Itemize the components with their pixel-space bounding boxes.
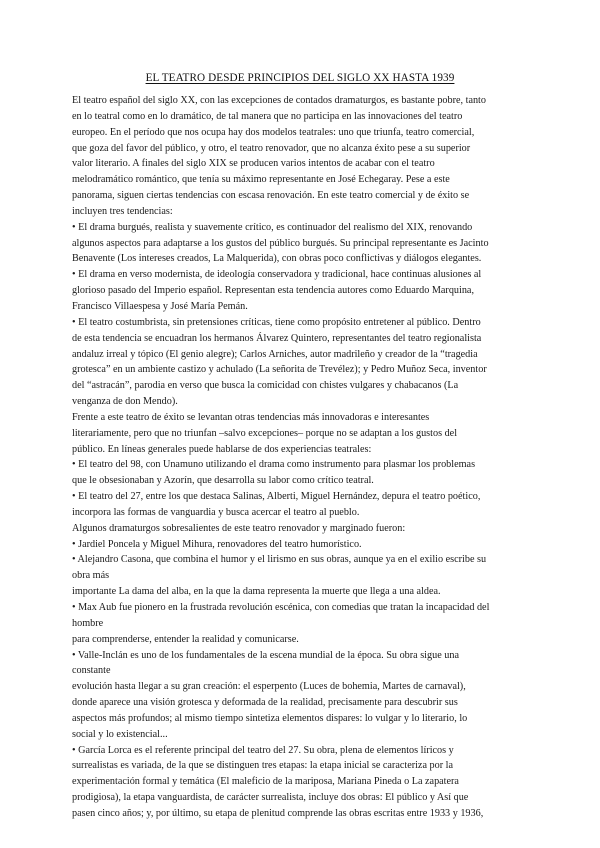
- text-line: • Valle-Inclán es uno de los fundamentales de la escena mundial de la época. Su obra sigue una: [72, 649, 459, 661]
- text-line: público. En líneas generales puede hablarse de dos experiencias teatrales:: [72, 443, 372, 455]
- text-line: que goza del favor del público, y otro, el teatro renovador, que no alcanza éxito pese a su superior: [72, 142, 471, 154]
- text-line: melodramático romántico, que tenía su máximo representante en José Echegaray. Pese a este: [72, 174, 450, 186]
- text-line: pasen cinco años; y, por último, su etapa de plenitud comprende las obras escritas entre 1933 y 1936,: [72, 807, 484, 819]
- text-line: El teatro español del siglo XX, con las excepciones de contados dramaturgos, es bastante pobre, tanto: [72, 95, 486, 106]
- text-line: constante: [72, 665, 111, 677]
- text-line: venganza de don Mendo).: [72, 396, 178, 408]
- text-line: • El teatro del 98, con Unamuno utilizando el drama como instrumento para plasmar los problemas: [72, 459, 476, 471]
- text-line: evolución hasta llegar a su gran creación: el esperpento (Luces de bohemia, Martes de carnaval),: [72, 681, 466, 693]
- text-line: glorioso pasado del Imperio español. Representan esta tendencia autores como Eduardo Marquina,: [72, 285, 474, 297]
- text-line: para comprenderse, entender la realidad y comunicarse.: [72, 633, 299, 645]
- text-line: surrealistas es variada, de la que se distinguen tres etapas: la etapa inicial se caracteriza por la: [72, 760, 454, 772]
- text-line: literariamente, pero que no triunfan –salvo excepciones– porque no se adaptan a los gustos del: [72, 427, 458, 439]
- text-line: • El drama en verso modernista, de ideología conservadora y tradicional, hace continuas alusiones al: [72, 269, 482, 281]
- text-line: andaluz irreal y tópico (El genio alegre); Carlos Arniches, autor madrileño y creador de la “tragedia: [72, 348, 478, 360]
- text-line: panorama, siguen ciertas tendencias con escasa renovación. En este teatro comercial y de éxito se: [72, 190, 470, 202]
- text-line: algunos aspectos para adaptarse a los gustos del público burgués. Su principal representante es Jacinto: [72, 237, 489, 249]
- text-line: prodigiosa), la etapa vanguardista, de carácter surrealista, incluye dos obras: El público y Así que: [72, 792, 469, 804]
- text-line: del “astracán”, parodia en verso que busca la comicidad con chistes vulgares y chabacanos (La: [72, 380, 459, 392]
- document-body: [72, 93, 532, 822]
- text-line: • García Lorca es el referente principal del teatro del 27. Su obra, plena de elementos líricos y: [72, 744, 454, 756]
- text-line: importante La dama del alba, en la que la dama representa la muerte que llega a una aldea.: [72, 586, 441, 598]
- text-line: incluyen tres tendencias:: [72, 205, 173, 217]
- text-line: valor literario. A finales del siglo XIX se producen varios intentos de acabar con el teatro: [72, 158, 435, 170]
- text-line: en lo teatral como en lo dramático, de tal manera que no participa en las innovaciones del teatro: [72, 110, 463, 122]
- text-line: • El teatro del 27, entre los que destaca Salinas, Alberti, Miguel Hernández, depura el teatro poético,: [72, 491, 481, 503]
- text-line: • Jardiel Poncela y Miguel Mihura, renovadores del teatro humorístico.: [72, 538, 362, 550]
- text-line: • El drama burgués, realista y suavemente crítico, es continuador del realismo del XIX, renovando: [72, 221, 473, 233]
- text-line: Francisco Villaespesa y José María Pemán.: [72, 300, 248, 312]
- text-line: social y lo existencial...: [72, 728, 168, 740]
- text-line: que le obsesionaban y Azorín, que desarrolla su labor como crítico teatral.: [72, 475, 374, 487]
- text-line: donde aparece una visión grotesca y deformada de la realidad, precisamente para descubrir sus: [72, 697, 458, 709]
- document-title: EL TEATRO DESDE PRINCIPIOS DEL SIGLO XX HASTA 1939: [145, 72, 455, 84]
- text-line: • Max Aub fue pionero en la frustrada revolución escénica, con comedias que tratan la incapacidad del: [72, 602, 490, 613]
- text-line: • Alejandro Casona, que combina el humor y el lirismo en sus obras, aunque ya en el exilio escribe su: [72, 554, 487, 566]
- text-line: incorpora las formas de vanguardia y busca acercar el teatro al pueblo.: [72, 506, 360, 518]
- text-line: de esta tendencia se encuadran los hermanos Álvarez Quintero, representantes del teatro regionalista: [72, 332, 482, 344]
- text-line: aspectos más profundos; al mismo tiempo sintetiza elementos dispares: lo vulgar y lo literario, lo: [72, 712, 468, 724]
- text-line: Benavente (Los intereses creados, La Malquerida), con obras poco conflictivas y diálogos elegantes.: [72, 253, 482, 265]
- text-line: experimentación formal y temática (El maleficio de la mariposa, Mariana Pineda o La zapatera: [72, 776, 459, 788]
- text-line: obra más: [72, 570, 110, 582]
- text-line: europeo. En el período que nos ocupa hay dos modelos teatrales: uno que triunfa, teatro comercial,: [72, 126, 475, 138]
- text-line: hombre: [72, 617, 104, 629]
- text-line: grotesca” en un ambiente castizo y achulado (La señorita de Trevélez); y Pedro Muñoz Seca, inventor: [72, 364, 487, 376]
- text-line: Frente a este teatro de éxito se levantan otras tendencias más innovadoras e interesantes: [72, 411, 430, 423]
- text-line: • El teatro costumbrista, sin pretensiones críticas, tiene como propósito entretener al público. Dentro: [72, 316, 481, 328]
- text-line: Algunos dramaturgos sobresalientes de este teatro renovador y marginado fueron:: [72, 522, 406, 534]
